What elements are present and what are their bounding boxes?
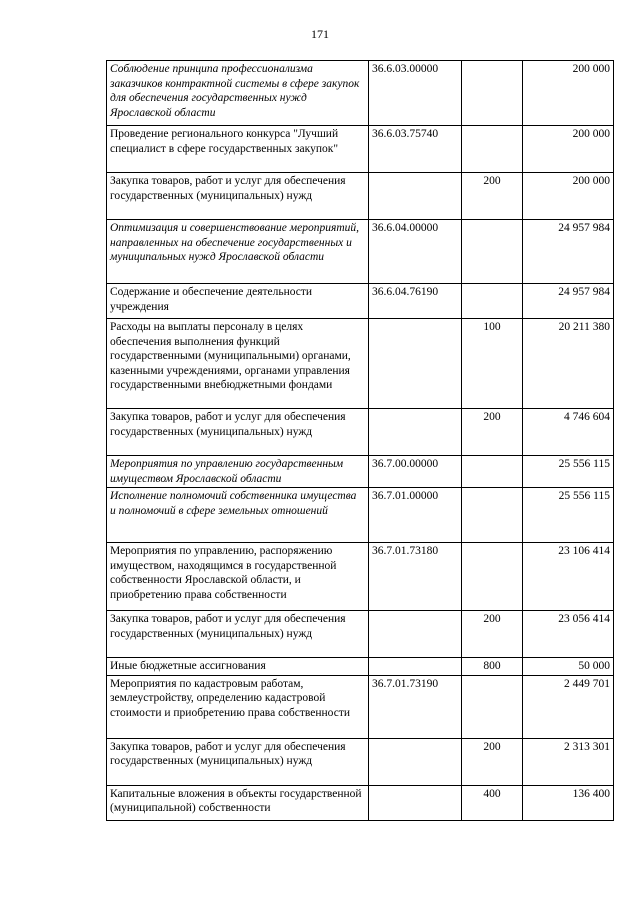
table-row	[107, 284, 614, 319]
row-type-cell	[462, 456, 523, 488]
row-amount-cell: 200 000	[523, 126, 614, 173]
row-code-cell: 36.7.01.73180	[369, 543, 462, 611]
row-type-cell	[462, 488, 523, 543]
table-row	[107, 611, 614, 658]
table-row	[107, 658, 614, 676]
row-code-cell: 36.6.04.76190	[369, 284, 462, 319]
row-code-cell	[369, 319, 462, 409]
row-code-cell	[369, 738, 462, 785]
row-type-cell	[462, 220, 523, 284]
table-row	[107, 173, 614, 220]
table-row	[107, 61, 614, 126]
budget-table	[106, 60, 614, 821]
row-amount-cell: 24 957 984	[523, 284, 614, 319]
table-row	[107, 675, 614, 738]
table-row	[107, 543, 614, 611]
table-row	[107, 220, 614, 284]
row-name-cell: Исполнение полномочий собственника имущества и полномочий в сфере земельных отношений	[107, 488, 369, 543]
row-type-cell: 400	[462, 785, 523, 820]
row-name-cell: Закупка товаров, работ и услуг для обеспечения государственных (муниципальных) нужд	[107, 173, 369, 220]
row-type-cell	[462, 675, 523, 738]
row-type-cell: 200	[462, 738, 523, 785]
row-amount-cell: 136 400	[523, 785, 614, 820]
row-type-cell: 200	[462, 173, 523, 220]
row-amount-cell: 23 106 414	[523, 543, 614, 611]
row-code-cell	[369, 611, 462, 658]
row-name-cell: Закупка товаров, работ и услуг для обеспечения государственных (муниципальных) нужд	[107, 611, 369, 658]
row-amount-cell: 20 211 380	[523, 319, 614, 409]
row-amount-cell: 50 000	[523, 658, 614, 676]
row-name-cell: Капитальные вложения в объекты государственной (муниципальной) собственности	[107, 785, 369, 820]
row-type-cell	[462, 61, 523, 126]
table-row	[107, 785, 614, 820]
row-type-cell	[462, 284, 523, 319]
table-row	[107, 488, 614, 543]
row-code-cell	[369, 173, 462, 220]
row-name-cell: Закупка товаров, работ и услуг для обеспечения государственных (муниципальных) нужд	[107, 409, 369, 456]
row-code-cell: 36.7.01.73190	[369, 675, 462, 738]
row-amount-cell: 4 746 604	[523, 409, 614, 456]
row-code-cell: 36.7.01.00000	[369, 488, 462, 543]
page-number: 171	[311, 27, 329, 41]
row-amount-cell: 23 056 414	[523, 611, 614, 658]
row-type-cell: 800	[462, 658, 523, 676]
row-amount-cell: 200 000	[523, 61, 614, 126]
row-name-cell: Содержание и обеспечение деятельности учреждения	[107, 284, 369, 319]
table-row	[107, 126, 614, 173]
row-amount-cell: 200 000	[523, 173, 614, 220]
row-amount-cell: 24 957 984	[523, 220, 614, 284]
row-amount-cell: 25 556 115	[523, 488, 614, 543]
row-amount-cell: 25 556 115	[523, 456, 614, 488]
row-code-cell: 36.7.00.00000	[369, 456, 462, 488]
row-code-cell: 36.6.03.75740	[369, 126, 462, 173]
row-name-cell: Расходы на выплаты персоналу в целях обеспечения выполнения функций государственными (муниципальными) органами, казенными учреждениями, органами управления государственными внебюджетными фондами	[107, 319, 369, 409]
row-code-cell	[369, 409, 462, 456]
row-name-cell: Закупка товаров, работ и услуг для обеспечения государственных (муниципальных) нужд	[107, 738, 369, 785]
table-row	[107, 319, 614, 409]
row-name-cell: Мероприятия по кадастровым работам, землеустройству, определению кадастровой стоимости и приобретению права собственности	[107, 675, 369, 738]
row-name-cell: Мероприятия по управлению, распоряжению имуществом, находящимся в государственной собственности Ярославской области, и приобретению права собственности	[107, 543, 369, 611]
table-row	[107, 738, 614, 785]
table-row	[107, 409, 614, 456]
row-code-cell	[369, 658, 462, 676]
row-type-cell: 100	[462, 319, 523, 409]
row-code-cell	[369, 785, 462, 820]
row-name-cell: Соблюдение принципа профессионализма заказчиков контрактной системы в сфере закупок для обеспечения государственных нужд Ярославской области	[107, 61, 369, 126]
row-type-cell: 200	[462, 409, 523, 456]
row-code-cell: 36.6.04.00000	[369, 220, 462, 284]
row-type-cell: 200	[462, 611, 523, 658]
row-type-cell	[462, 543, 523, 611]
row-name-cell: Оптимизация и совершенствование мероприятий, направленных на обеспечение государственных и муниципальных нужд Ярославской области	[107, 220, 369, 284]
row-name-cell: Мероприятия по управлению государственным имуществом Ярославской области	[107, 456, 369, 488]
row-type-cell	[462, 126, 523, 173]
row-name-cell: Иные бюджетные ассигнования	[107, 658, 369, 676]
table-body	[107, 61, 614, 821]
table-row	[107, 456, 614, 488]
row-name-cell: Проведение регионального конкурса "Лучший специалист в сфере государственных закупок"	[107, 126, 369, 173]
row-code-cell: 36.6.03.00000	[369, 61, 462, 126]
row-amount-cell: 2 449 701	[523, 675, 614, 738]
row-amount-cell: 2 313 301	[523, 738, 614, 785]
